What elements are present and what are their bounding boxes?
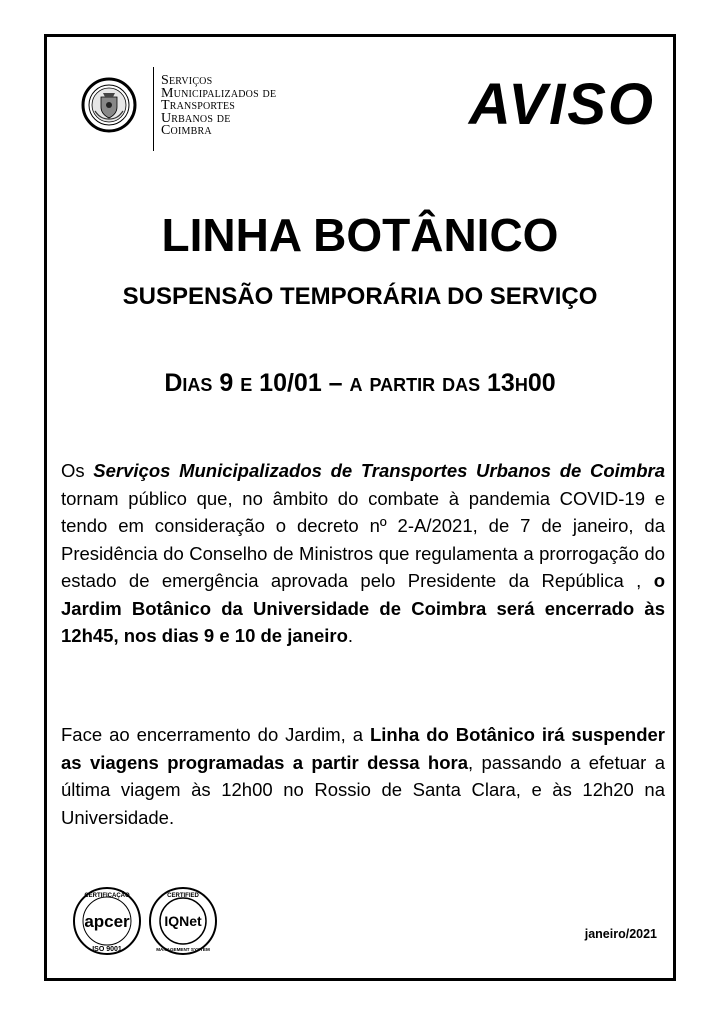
org-line: Serviços bbox=[161, 73, 213, 88]
coat-of-arms-icon bbox=[81, 77, 137, 133]
org-line: Transportes bbox=[161, 98, 236, 113]
org-line: Urbanos de bbox=[161, 110, 231, 126]
iqnet-top-text: CERTIFIED bbox=[167, 893, 199, 899]
iqnet-bottom-text: MANAGEMENT SYSTEM bbox=[156, 947, 210, 952]
text-segment: Face ao encerramento do Jardim, a bbox=[61, 724, 370, 745]
organization-name bbox=[161, 75, 276, 138]
smtuc-logo bbox=[81, 67, 341, 153]
publication-date: janeiro/2021 bbox=[584, 927, 657, 941]
org-line: Municipalizados de bbox=[161, 85, 277, 101]
service-dates: Dias 9 e 10/01 – a partir das 13h00 bbox=[164, 369, 556, 397]
iqnet-certification-icon bbox=[150, 888, 216, 954]
text-segment: . bbox=[347, 625, 354, 646]
paragraph-service-change bbox=[61, 721, 665, 831]
org-line: Coimbra bbox=[161, 123, 212, 138]
apcer-certification-icon bbox=[74, 888, 140, 954]
apcer-top-text: CERTIFICAÇÃO bbox=[84, 893, 130, 899]
paragraph-announcement bbox=[61, 457, 665, 650]
notice-frame bbox=[44, 34, 676, 981]
text-segment: , passando a efetuar a última viagem às 12h00 no Rossio de Santa Clara, e às 12h20 na Universidade. bbox=[61, 751, 665, 828]
page-subtitle: SUSPENSÃO TEMPORÁRIA DO SERVIÇO bbox=[122, 283, 598, 310]
text-segment: tornam público que, no âmbito do combate à pandemia COVID-19 e tendo em consideração o decreto nº 2-A/2021, de 7 de janeiro, da Presidência do Conselho de Ministros que regulamenta a prorrogação do estado de emergência aprovada pelo Presidente da República , bbox=[61, 487, 665, 591]
certification-logos bbox=[71, 883, 221, 959]
apcer-bottom-text: ISO 9001 bbox=[92, 946, 122, 953]
page-title: LINHA BOTÂNICO bbox=[161, 209, 559, 261]
text-segment: Os bbox=[61, 460, 94, 481]
suspension-emphasis: Linha do Botânico irá suspender as viagens programadas a partir dessa hora bbox=[61, 724, 665, 773]
closure-emphasis: o Jardim Botânico da Universidade de Coimbra será encerrado às 12h45, nos dias 9 e 10 de janeiro bbox=[61, 570, 665, 646]
org-emphasis: Serviços Municipalizados de Transportes Urbanos de Coimbra bbox=[93, 460, 666, 481]
notice-label: AVISO bbox=[468, 72, 655, 137]
apcer-brand-text: apcer bbox=[84, 912, 130, 931]
logo-divider bbox=[153, 67, 154, 151]
iqnet-brand-text: IQNet bbox=[164, 913, 202, 929]
